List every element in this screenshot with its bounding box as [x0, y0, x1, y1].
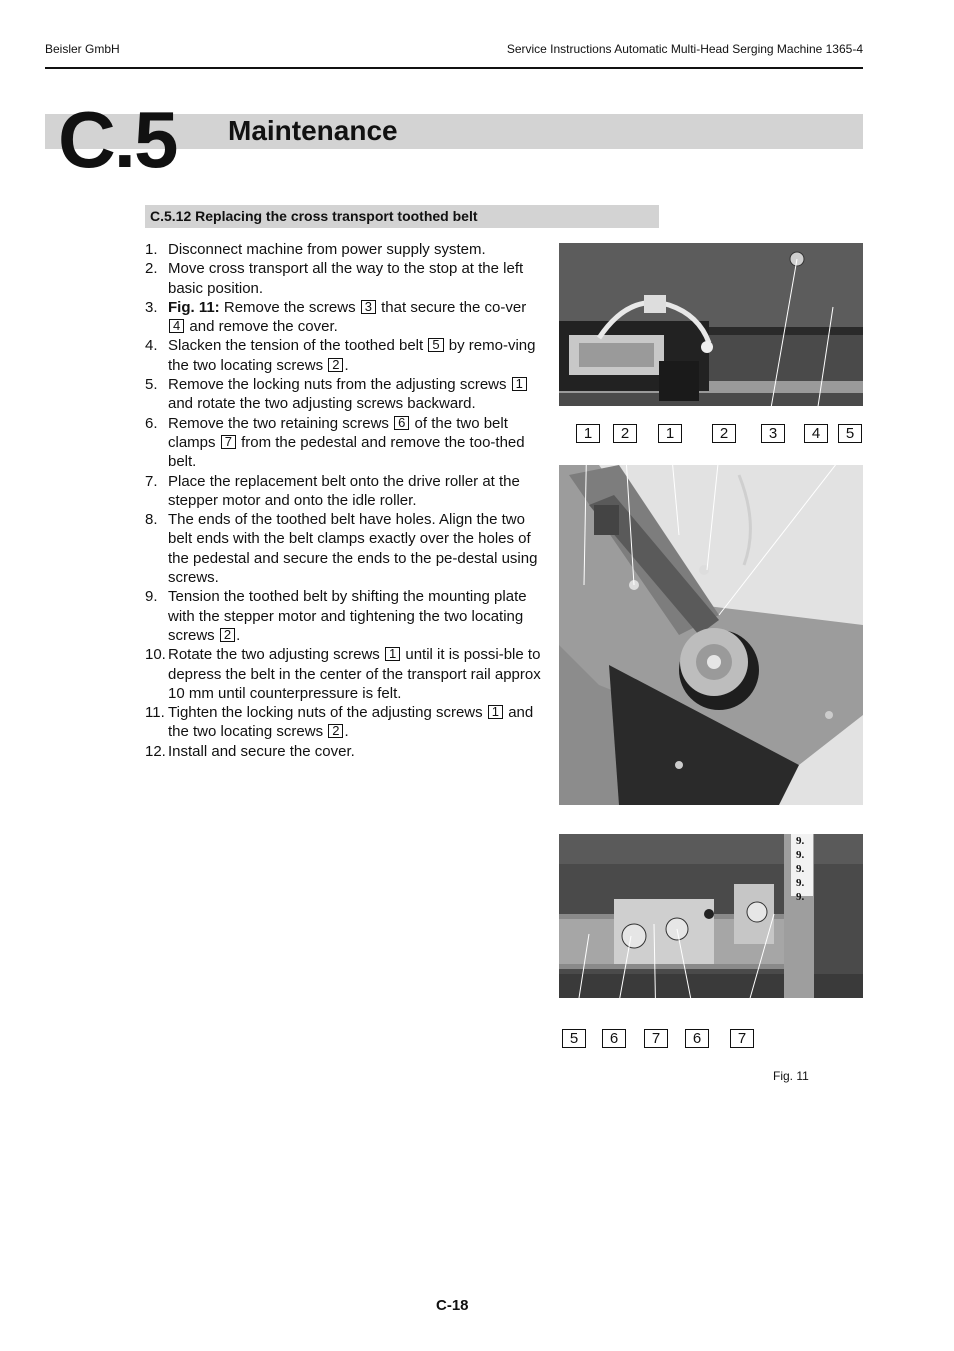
scale-tape-marks: 9. 9. 9. 9. 9. — [796, 835, 805, 903]
step-text: that secure the co-ver — [376, 298, 527, 316]
callout-ref: 6 — [394, 416, 409, 430]
chapter-number: C.5 — [58, 95, 177, 184]
step-number: 1. — [145, 241, 158, 258]
step-number: 8. — [145, 511, 158, 529]
figure-caption: Fig. 11 — [773, 1069, 809, 1083]
callout-5: 5 — [562, 1029, 586, 1048]
step-number: 7. — [145, 472, 158, 490]
step-text: of the two belt clamps — [168, 414, 508, 451]
callout-ref: 2 — [328, 724, 343, 738]
callout-ref: 1 — [385, 647, 400, 661]
instruction-step — [145, 645, 545, 703]
step-text: Move cross transport all the way to the stop at the left basic position. — [168, 260, 524, 297]
figure-ref: Fig. 11: — [168, 298, 220, 316]
callout-4: 4 — [804, 424, 828, 443]
step-text: . — [344, 356, 349, 374]
callout-7: 7 — [730, 1029, 754, 1048]
step-text: and the two locating screws — [168, 704, 534, 741]
header-rule — [45, 67, 863, 69]
step-text: Install and secure the cover. — [168, 742, 355, 760]
callout-6: 6 — [602, 1029, 626, 1048]
callout-ref: 1 — [512, 377, 527, 391]
step-text: Tension the toothed belt by shifting the mounting plate with the stepper motor and tightening the two locating screws — [168, 588, 527, 644]
step-text: . — [236, 626, 241, 644]
step-number: 6. — [145, 414, 158, 432]
instruction-step — [145, 336, 545, 375]
step-text: and rotate the two adjusting screws backward. — [168, 395, 476, 413]
step-text: by remo-ving the two locating screws — [168, 337, 536, 374]
callout-ref: 3 — [361, 300, 376, 314]
instruction-step — [145, 510, 545, 587]
step-text: and remove the cover. — [185, 318, 338, 336]
chapter-title: Maintenance — [228, 115, 398, 146]
callout-2: 2 — [613, 424, 637, 443]
instruction-step — [145, 703, 545, 742]
instruction-step — [145, 472, 545, 511]
bottom-leader-lines — [559, 834, 863, 1034]
step-text: . — [344, 723, 349, 741]
instruction-list — [145, 240, 545, 761]
instruction-step — [145, 375, 545, 414]
callout-1: 1 — [576, 424, 600, 443]
callout-ref: 1 — [488, 705, 503, 719]
page-number: C-18 — [436, 1297, 469, 1314]
callout-1: 1 — [658, 424, 682, 443]
photo-cover — [559, 243, 863, 406]
callout-ref: 5 — [428, 338, 443, 352]
step-text: Remove the screws — [219, 298, 360, 316]
step-text: Tighten the locking nuts of the adjusting screws — [168, 704, 487, 722]
callout-3: 3 — [761, 424, 785, 443]
photo-belt-assembly — [559, 465, 863, 805]
step-text: until it is possi-ble to depress the belt in the center of the transport rail approx 10 mm until counterpressure is felt. — [168, 646, 541, 702]
callout-ref: 2 — [328, 358, 343, 372]
section-title: C.5.12 Replacing the cross transport toothed belt — [150, 208, 478, 224]
step-text: from the pedestal and remove the too-thed belt. — [168, 433, 525, 471]
step-number: 12. — [145, 742, 166, 760]
step-text: Place the replacement belt onto the drive roller at the stepper motor and onto the idle roller. — [168, 472, 520, 509]
callout-7: 7 — [644, 1029, 668, 1048]
instruction-step — [145, 259, 545, 298]
step-number: 9. — [145, 588, 158, 606]
instruction-step — [145, 240, 545, 259]
step-text: Remove the locking nuts from the adjusting screws — [168, 376, 511, 394]
step-text: Slacken the tension of the toothed belt — [168, 337, 428, 355]
step-number: 11. — [145, 704, 165, 722]
instruction-step — [145, 414, 545, 472]
step-number: 3. — [145, 298, 158, 316]
step-text: Remove the two retaining screws — [168, 414, 394, 432]
instruction-step — [145, 742, 545, 761]
step-number: 2. — [145, 260, 158, 278]
photo-belt-drawing — [559, 465, 863, 805]
callout-6: 6 — [685, 1029, 709, 1048]
instruction-step — [145, 298, 545, 337]
step-text: The ends of the toothed belt have holes. Align the two belt ends with the belt clamps exactly over the holes of the pedestal and secure the ends to the pe-destal using screws. — [168, 511, 538, 587]
callout-2: 2 — [712, 424, 736, 443]
step-text: Disconnect machine from power supply system. — [168, 241, 486, 258]
step-text: Rotate the two adjusting screws — [168, 646, 384, 664]
callout-5: 5 — [838, 424, 862, 443]
step-number: 4. — [145, 337, 158, 355]
header-company: Beisler GmbH — [45, 42, 120, 56]
instruction-step — [145, 587, 545, 645]
callout-ref: 7 — [221, 435, 236, 449]
step-number: 5. — [145, 376, 158, 394]
step-number: 10. — [145, 646, 166, 664]
photo-cover-drawing — [559, 243, 863, 406]
callout-ref: 4 — [169, 319, 184, 333]
callout-ref: 2 — [220, 628, 235, 642]
header-manual-title: Service Instructions Automatic Multi-Head Serging Machine 1365-4 — [506, 42, 863, 56]
